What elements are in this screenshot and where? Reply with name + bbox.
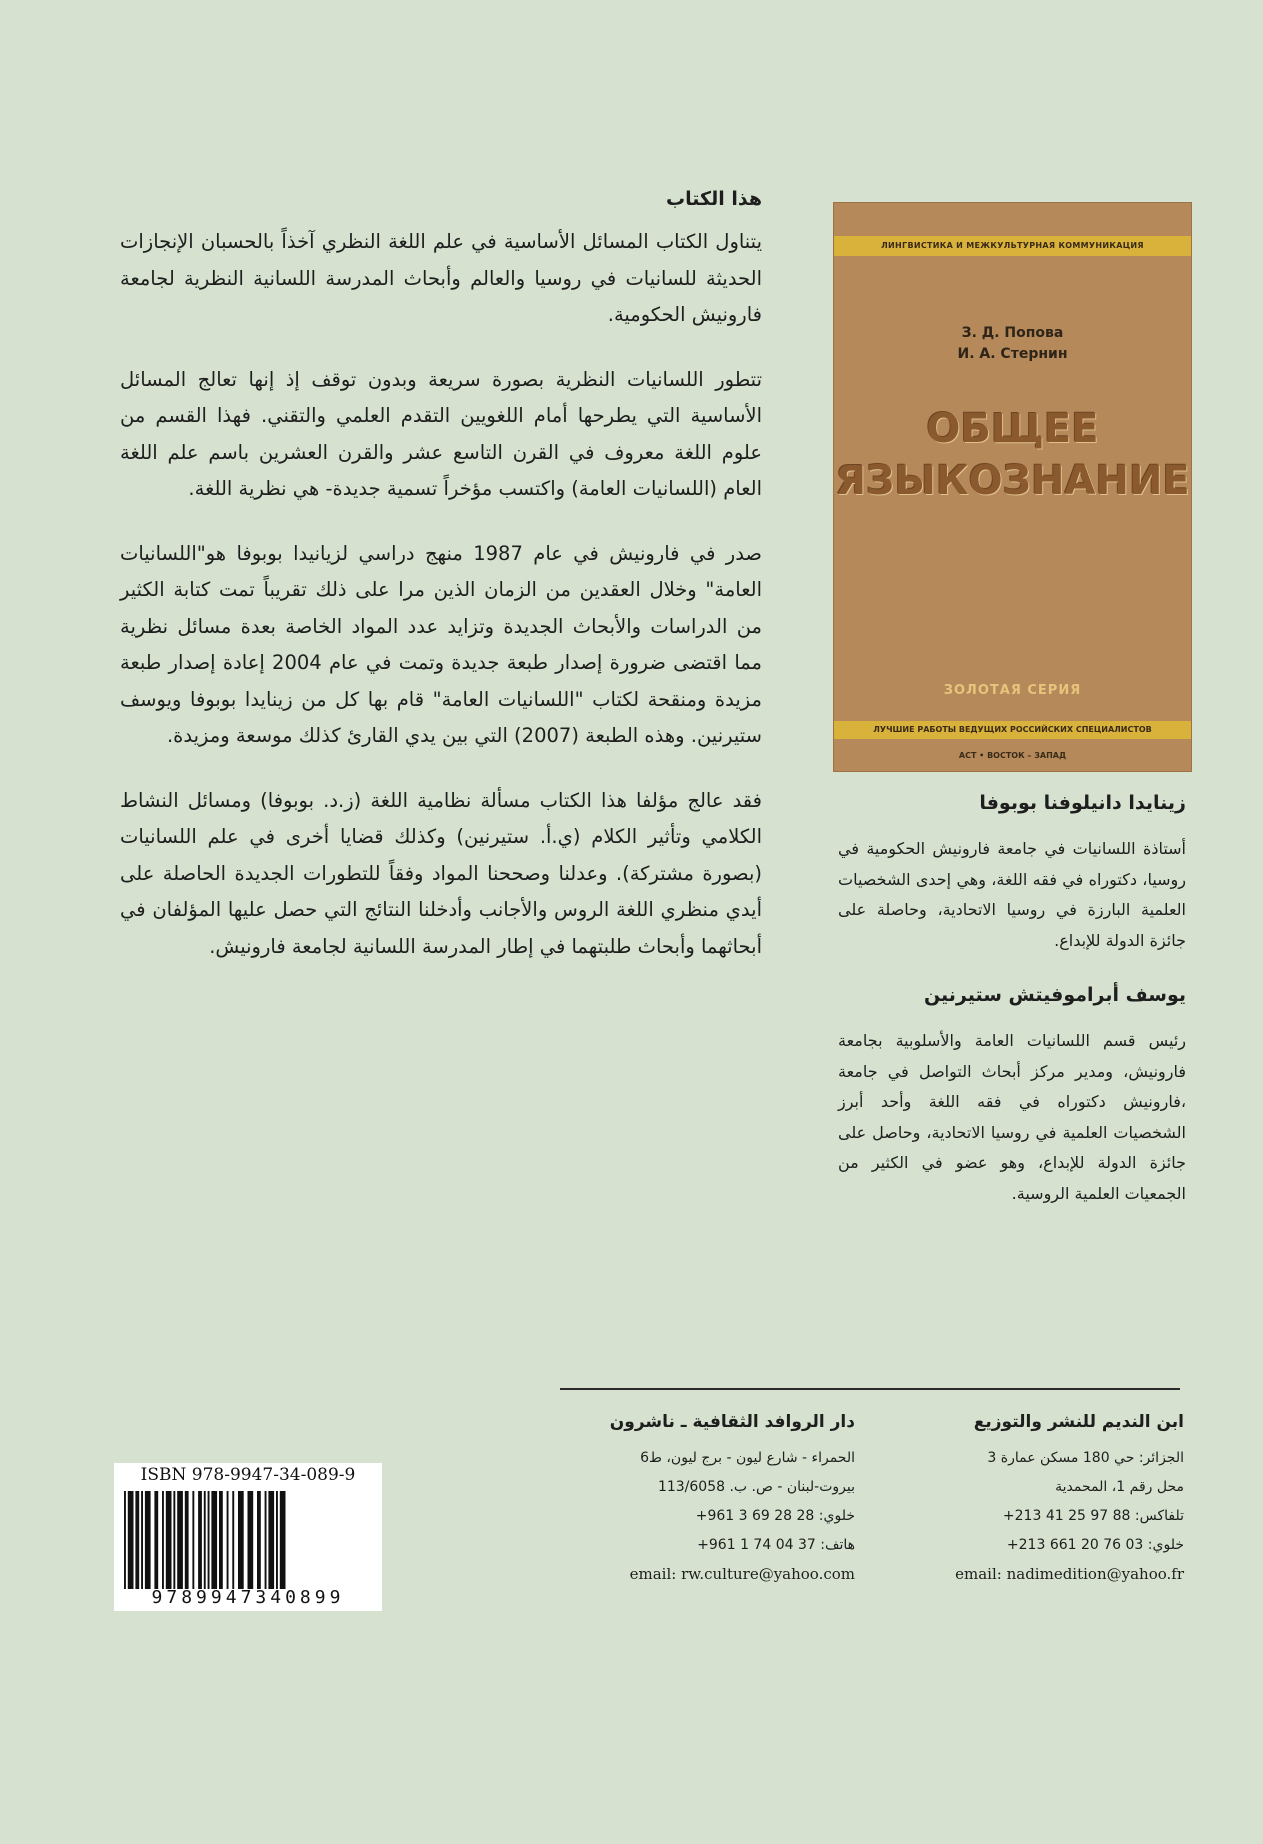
address-label: الجزائر: (1138, 1450, 1184, 1466)
book-description (120, 188, 762, 993)
barcode-bar (280, 1491, 286, 1589)
section-title: هذا الكتاب (666, 188, 762, 210)
publisher-address-2: بيروت-لبنان - ص. ب. 113/6058 (657, 1479, 855, 1495)
barcode-bars (122, 1491, 374, 1589)
telefax-label: تلفاكس: (1134, 1508, 1184, 1524)
description-paragraph: صدر في فارونيش في عام 1987 منهج دراسي لزيانيدا بوبوفا هو"اللسانيات العامة" وخلال العقدين من الزمان الذين مرا على ذلك تقريباً تمت كتابة الكثير من الدراسات والأبحاث الجديدة وتزايد عدد المواد الخاصة بعدة مسائل نظرية مما اقتضى ضرورة إصدار طبعة جديدة وتمت في عام 2004 إعادة إصدار طبعة مزيدة ومنقحة لكتاب "اللسانيات العامة" قام بها كل من زينايدا بوبوفا ويوسف ستيرنين. وهذه الطبعة (2007) التي بين يدي القارئ كذلك موسعة ومزيدة. (120, 541, 762, 747)
publisher-name: دار الروافد الثقافية ـ ناشرون (609, 1412, 855, 1432)
barcode-bar (192, 1491, 194, 1589)
barcode-bar (154, 1491, 158, 1589)
barcode-bar (141, 1491, 143, 1589)
author-name: زينايدا دانيلوفنا بوبوفا (979, 792, 1186, 814)
telefax-value: +213 41 25 97 88 (1002, 1508, 1131, 1524)
barcode-bar (128, 1491, 134, 1589)
barcode-bar (232, 1491, 234, 1589)
barcode-bar (268, 1491, 274, 1589)
isbn-number: ISBN 978-9947-34-089-9 (140, 1465, 356, 1485)
author-bio: أستاذة اللسانيات في جامعة فارونيش الحكومية في روسيا، دكتوراه في فقه اللغة، وهي إحدى الشخصيات العلمية البارزة في روسيا الاتحادية، وحاصلة على جائزة الدولة للإبداع. (838, 839, 1186, 950)
author-bio: رئيس قسم اللسانيات العامة والأسلوبية بجامعة فارونيش، ومدير مركز أبحاث التواصل في جامعة ،فارونيش دكتوراه في فقه اللغة وأحد أبرز الشخصيات العلمية في روسيا الاتحادية، وحاصل على جائزة الدولة للإبداع، وهو عضو في الكثير من الجمعيات العلمية الروسية. (838, 1031, 1186, 1203)
barcode-bar (198, 1491, 202, 1589)
phone-label: هاتف: (820, 1537, 855, 1553)
barcode-bar (166, 1491, 172, 1589)
publisher-address-2: محل رقم 1، المحمدية (1055, 1479, 1184, 1495)
publisher-mobile (585, 1502, 855, 1531)
barcode-bar (257, 1491, 261, 1589)
publisher-rawafed (585, 1410, 855, 1589)
footer-divider (560, 1388, 1180, 1390)
barcode-bar (135, 1491, 139, 1589)
cover-title (834, 403, 1191, 507)
barcode-bar (124, 1491, 126, 1589)
author-name: يوسف أبراموفيتش ستيرنين (923, 984, 1186, 1006)
barcode-bar (162, 1491, 164, 1589)
barcode-bar (248, 1491, 254, 1589)
publisher-phone (585, 1531, 855, 1560)
cover-author: З. Д. Попова (961, 325, 1064, 341)
barcode-bar (185, 1491, 189, 1589)
barcode-bar (238, 1491, 244, 1589)
mobile-label: خلوي: (818, 1508, 855, 1524)
description-paragraph: تتطور اللسانيات النظرية بصورة سريعة وبدون توقف إذ إنها تعالج المسائل الأساسية التي يطرحها أمام اللغويين التقدم العلمي والتقني. فهذا القسم من علوم اللغة معروف في القرن التاسع عشر والقرن العشرين باسم علم اللغة العام (اللسانيات العامة) واكتسب مؤخراً تسمية جديدة- هي نظرية اللغة. (120, 367, 762, 500)
barcode-bar (204, 1491, 206, 1589)
barcode-bar (145, 1491, 151, 1589)
cover-imprint: АСТ • ВОСТОК – ЗАПАД (958, 751, 1067, 760)
cover-authors (834, 323, 1191, 365)
barcode-bar (177, 1491, 183, 1589)
isbn-barcode (114, 1463, 382, 1611)
cover-top-band: ЛИНГВИСТИКА И МЕЖКУЛЬТУРНАЯ КОММУНИКАЦИЯ (834, 236, 1191, 256)
publisher-nadim (910, 1410, 1184, 1589)
original-cover-image (833, 202, 1192, 772)
barcode-bar (227, 1491, 229, 1589)
publisher-mobile (910, 1531, 1184, 1560)
barcode-bar (173, 1491, 175, 1589)
cover-title-line: ЯЗЫКОЗНАНИЕ (835, 458, 1190, 504)
barcode-bar (208, 1491, 210, 1589)
barcode-bar (219, 1491, 223, 1589)
barcode-bar (265, 1491, 267, 1589)
publisher-telefax (910, 1502, 1184, 1531)
mobile-value: +213 661 20 76 03 (1006, 1537, 1144, 1553)
phone-value: +961 1 74 04 37 (697, 1537, 816, 1553)
publisher-email: email: nadimedition@yahoo.fr (955, 1565, 1184, 1583)
cover-series: ЗОЛОТАЯ СЕРИЯ (943, 683, 1082, 698)
barcode-digits: 9789947340899 (151, 1587, 345, 1608)
author-bios (838, 792, 1186, 1237)
description-paragraph: يتناول الكتاب المسائل الأساسية في علم اللغة النظري آخذاً بالحسبان الإنجازات الحديثة للسانيات في روسيا والعالم وأبحاث المدرسة اللسانية النظرية لجامعة فارونيش الحكومية. (120, 230, 762, 326)
publisher-address: الحمراء - شارع ليون - برج ليون، ط6 (640, 1450, 855, 1466)
mobile-label: خلوي: (1147, 1537, 1184, 1553)
cover-bottom-band: ЛУЧШИЕ РАБОТЫ ВЕДУЩИХ РОССИЙСКИХ СПЕЦИАЛИСТОВ (834, 721, 1191, 739)
address-value: حي 180 مسكن عمارة 3 (987, 1450, 1135, 1466)
barcode-bar (276, 1491, 278, 1589)
barcode-bar (211, 1491, 217, 1589)
mobile-value: +961 3 69 28 28 (695, 1508, 815, 1524)
publisher-address (910, 1444, 1184, 1473)
publisher-name: ابن النديم للنشر والتوزيع (973, 1412, 1184, 1432)
cover-author: И. А. Стернин (957, 346, 1068, 362)
description-paragraph: فقد عالج مؤلفا هذا الكتاب مسألة نظامية اللغة (ز.د. بوبوفا) ومسائل النشاط الكلامي وتأثير الكلام (ي.أ. ستيرنين) وكذلك قضايا أخرى في علم اللسانيات (بصورة مشتركة). وعدلنا وصححنا المواد وفقاً للتطورات الجديدة الحاصلة على أيدي منظري اللغة الروس والأجانب وأدخلنا النتائج التي حصل عليها المؤلفان في أبحاثهما وأبحاث طلبتهما في إطار المدرسة اللسانية لجامعة فارونيش. (120, 788, 762, 958)
cover-title-line: ОБЩЕЕ (926, 406, 1099, 452)
publisher-email: email: rw.culture@yahoo.com (629, 1565, 855, 1583)
